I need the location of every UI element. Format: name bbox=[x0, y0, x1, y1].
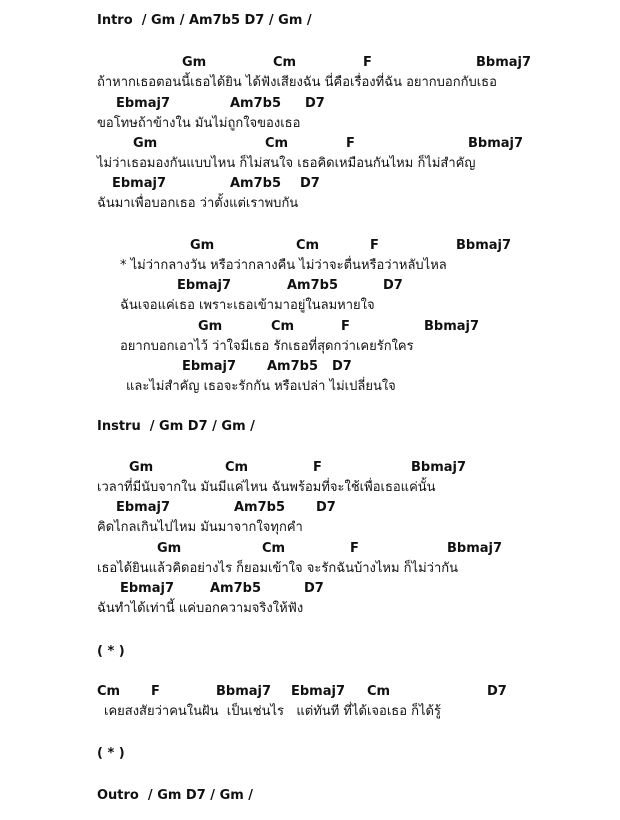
chord: Gm bbox=[133, 136, 158, 151]
chord: Am7b5 bbox=[230, 176, 282, 191]
chord: Bbmaj7 bbox=[476, 55, 532, 70]
chord: F bbox=[350, 541, 359, 556]
chord: Ebmaj7 bbox=[116, 500, 171, 515]
lyric-line: ฉันมาเพื่อบอกเธอ ว่าตั้งแต่เราพบกัน bbox=[97, 196, 299, 211]
chord: Ebmaj7 bbox=[112, 176, 167, 191]
chord: Am7b5 bbox=[287, 278, 339, 293]
chord: Ebmaj7 bbox=[182, 359, 237, 374]
chord: Cm bbox=[262, 541, 286, 556]
chord: Cm bbox=[367, 684, 391, 699]
chord: Gm bbox=[157, 541, 182, 556]
chord: D7 bbox=[305, 96, 325, 111]
repeat-marker: ( * ) bbox=[97, 746, 125, 761]
chord: Bbmaj7 bbox=[216, 684, 272, 699]
chord: Gm bbox=[198, 319, 223, 334]
lyric-line: เคยสงสัยว่าคนในฝัน เป็นเช่นไร แต่ทันที ที่ได้เจอเธอ ก็ได้รู้ bbox=[104, 704, 441, 719]
chord: D7 bbox=[304, 581, 324, 596]
chord: Am7b5 bbox=[234, 500, 286, 515]
chord: Ebmaj7 bbox=[291, 684, 346, 699]
chord: Cm bbox=[225, 460, 249, 475]
chord: Am7b5 bbox=[230, 96, 282, 111]
chord: F bbox=[370, 238, 379, 253]
lyric-line: เธอได้ยินแล้วคิดอย่างไร ก็ยอมเข้าใจ จะรักฉันบ้างไหม ก็ไม่ว่ากัน bbox=[97, 561, 459, 576]
lyric-line: เวลาที่มีนับจากใน มันมีแค่ไหน ฉันพร้อมที่จะใช้เพื่อเธอแค่นั้น bbox=[97, 480, 436, 495]
chord: Cm bbox=[273, 55, 297, 70]
chord: Bbmaj7 bbox=[468, 136, 524, 151]
chord: Am7b5 bbox=[267, 359, 319, 374]
chord: F bbox=[151, 684, 160, 699]
chord: Gm bbox=[182, 55, 207, 70]
lyric-line: อยากบอกเอาไว้ ว่าใจมีเธอ รักเธอที่สุดกว่าเคยรักใคร bbox=[120, 339, 414, 354]
lyric-line: ขอโทษถ้าข้างใน มันไม่ถูกใจของเธอ bbox=[97, 116, 301, 131]
lyric-line: ฉันเจอแค่เธอ เพราะเธอเข้ามาอยู่ในลมหายใจ bbox=[120, 298, 375, 313]
lyric-line: คิดไกลเกินไปไหม มันมาจากใจทุกคำ bbox=[97, 520, 303, 535]
lyric-line: ฉันทำได้เท่านี้ แค่บอกความจริงให้ฟัง bbox=[97, 601, 304, 616]
chord: Cm bbox=[97, 684, 121, 699]
chord: D7 bbox=[332, 359, 352, 374]
lyric-line: * ไม่ว่ากลางวัน หรือว่ากลางคืน ไม่ว่าจะตื่นหรือว่าหลับไหล bbox=[120, 258, 447, 273]
chord: Cm bbox=[265, 136, 289, 151]
chord: F bbox=[363, 55, 372, 70]
chord: F bbox=[313, 460, 322, 475]
chord: Bbmaj7 bbox=[456, 238, 512, 253]
instru-label: Instru / Gm D7 / Gm / bbox=[97, 419, 255, 434]
lyric-line: ไม่ว่าเธอมองกันแบบไหน ก็ไม่สนใจ เธอคิดเหมือนกันไหม ก็ไม่สำคัญ bbox=[97, 156, 476, 171]
repeat-marker: ( * ) bbox=[97, 644, 125, 659]
chord: Am7b5 bbox=[210, 581, 262, 596]
lyric-line: ถ้าหากเธอตอนนี้เธอได้ยิน ได้ฟังเสียงฉัน นี่คือเรื่องที่ฉัน อยากบอกกับเธอ bbox=[97, 75, 497, 90]
chord: F bbox=[341, 319, 350, 334]
lyric-line: และไม่สำคัญ เธอจะรักกัน หรือเปล่า ไม่เปลี่ยนใจ bbox=[126, 379, 396, 394]
chord: Gm bbox=[190, 238, 215, 253]
chord: D7 bbox=[383, 278, 403, 293]
chord: D7 bbox=[300, 176, 320, 191]
chord: F bbox=[346, 136, 355, 151]
chord: Cm bbox=[271, 319, 295, 334]
outro-label: Outro / Gm D7 / Gm / bbox=[97, 788, 254, 803]
chord: D7 bbox=[316, 500, 336, 515]
chord: Cm bbox=[296, 238, 320, 253]
chord: Bbmaj7 bbox=[447, 541, 503, 556]
chord: Ebmaj7 bbox=[116, 96, 171, 111]
chord: Bbmaj7 bbox=[424, 319, 480, 334]
chord: Gm bbox=[129, 460, 154, 475]
chord: Ebmaj7 bbox=[177, 278, 232, 293]
chord: D7 bbox=[487, 684, 507, 699]
chord: Ebmaj7 bbox=[120, 581, 175, 596]
chord: Bbmaj7 bbox=[411, 460, 467, 475]
intro-label: Intro / Gm / Am7b5 D7 / Gm / bbox=[97, 13, 312, 28]
